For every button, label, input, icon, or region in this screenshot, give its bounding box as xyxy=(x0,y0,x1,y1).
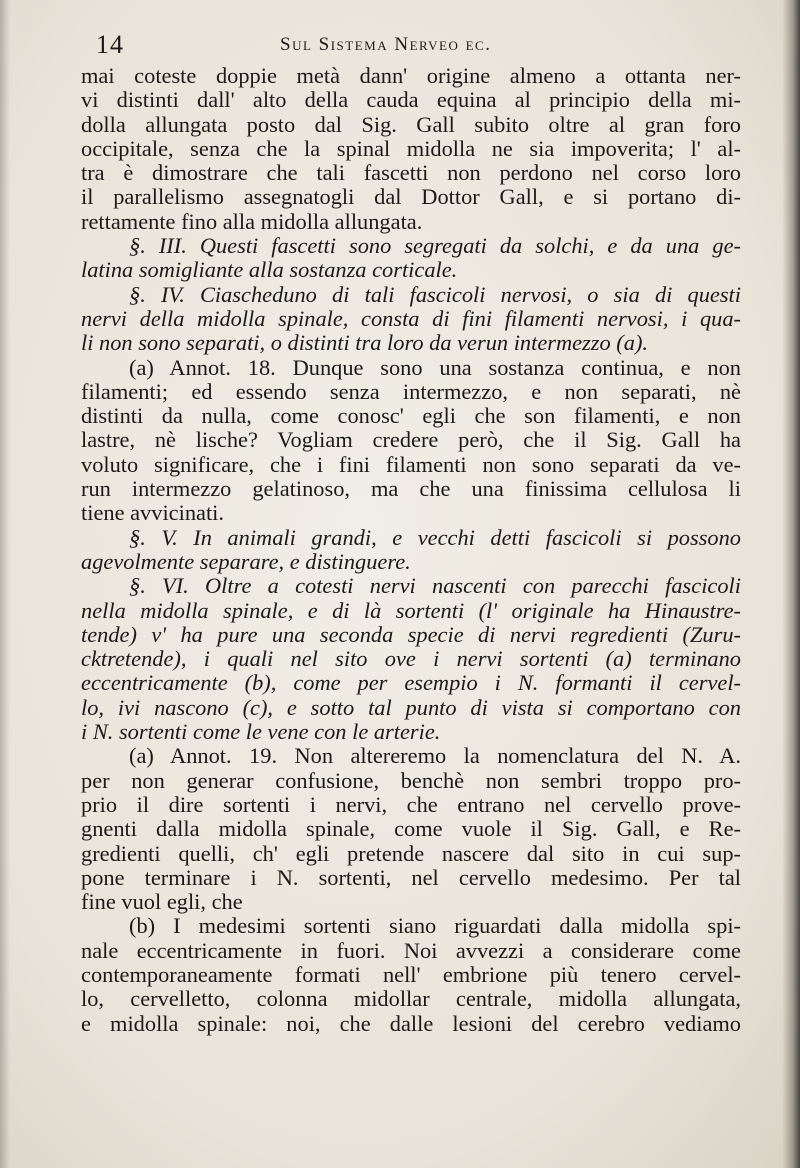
text-line: li non sono separati, o distinti tra loro da verun intermezzo (a). xyxy=(81,331,649,356)
text-line: latina somigliante alla sostanza corticale. xyxy=(81,258,458,283)
running-head xyxy=(96,30,736,64)
text-line: vi distinti dall' alto della cauda equina al principio della mi- xyxy=(81,88,741,113)
text-line: lastre, nè lische? Vogliam credere però, che il Sig. Gall ha xyxy=(81,428,741,453)
text-line: tende) v' ha pure una seconda specie di nervi regredienti (Zuru- xyxy=(81,622,741,647)
text-line: (b) I medesimi sortenti siano riguardati dalla midolla spi- xyxy=(129,914,741,939)
text-line: (a) Annot. 18. Dunque sono una sostanza continua, e non xyxy=(129,355,741,380)
text-line: nervi della midolla spinale, consta di fini filamenti nervosi, i qua- xyxy=(81,306,741,331)
text-line: §. V. In animali grandi, e vecchi detti fascicoli si possono xyxy=(129,525,741,550)
text-line: eccentricamente (b), come per esempio i N. formanti il cervel- xyxy=(81,671,741,696)
text-line: tra è dimostrare che tali fascetti non perdono nel corso loro xyxy=(81,161,741,186)
text-line: nella midolla spinale, e di là sortenti (l' originale ha Hinaustre- xyxy=(81,598,741,623)
text-line: lo, ivi nascono (c), e sotto tal punto di vista si comportano con xyxy=(81,695,741,720)
text-line: gredienti quelli, ch' egli pretende nascere dal sito in cui sup- xyxy=(81,841,741,866)
text-line: cktretende), i quali nel sito ove i nervi sortenti (a) terminano xyxy=(81,647,741,672)
text-line: pone terminare i N. sortenti, nel cervello medesimo. Per tal xyxy=(81,865,741,890)
text-line: rettamente fino alla midolla allungata. xyxy=(81,209,423,234)
text-line: agevolmente separare, e distinguere. xyxy=(81,549,411,574)
text-line: il parallelismo assegnatogli dal Dottor Gall, e si portano di- xyxy=(81,185,741,210)
text-line: contemporaneamente formati nell' embrione più tenero cervel- xyxy=(81,962,741,987)
page-shadow-left xyxy=(0,0,10,1168)
text-line: (a) Annot. 19. Non altereremo la nomenclatura del N. A. xyxy=(129,744,741,769)
text-line: tiene avvicinati. xyxy=(81,501,224,526)
text-line: voluto significare, che i fini filamenti non sono separati da ve- xyxy=(81,452,741,477)
text-line: nale eccentricamente in fuori. Noi avvezzi a considerare come xyxy=(81,938,741,963)
text-line: e midolla spinale: noi, che dalle lesioni del cerebro vediamo xyxy=(81,1011,741,1036)
text-line: §. IV. Ciascheduno di tali fascicoli nervosi, o sia di questi xyxy=(129,282,741,307)
text-line: occipitale, senza che la spinal midolla ne sia impoverita; l' al- xyxy=(81,136,741,161)
text-line: dolla allungata posto dal Sig. Gall subito oltre al gran foro xyxy=(81,112,741,137)
body-text xyxy=(81,64,741,1036)
text-line: §. III. Questi fascetti sono segregati da solchi, e da una ge- xyxy=(129,234,741,259)
text-line: distinti da nulla, come conosc' egli che son filamenti, e non xyxy=(81,404,741,429)
text-line: prio il dire sortenti i nervi, che entrano nel cervello prove- xyxy=(81,792,741,817)
page-shadow-right xyxy=(782,0,800,1168)
text-line: filamenti; ed essendo senza intermezzo, e non separati, nè xyxy=(81,379,741,404)
text-line: run intermezzo gelatinoso, ma che una finissima cellulosa li xyxy=(81,477,741,502)
text-line: i N. sortenti come le vene con le arterie. xyxy=(81,720,441,745)
text-line: mai coteste doppie metà dann' origine almeno a ottanta ner- xyxy=(81,64,741,88)
text-line: fine vuol egli, che xyxy=(81,890,243,915)
text-line: lo, cervelletto, colonna midollar centrale, midolla allungata, xyxy=(81,987,741,1012)
text-line: §. VI. Oltre a cotesti nervi nascenti con parecchi fascicoli xyxy=(129,574,741,599)
running-head-title: Sul Sistema Nerveo ec. xyxy=(280,34,492,55)
page-number: 14 xyxy=(96,30,124,59)
text-line: per non generar confusione, benchè non sembri troppo pro- xyxy=(81,768,741,793)
text-line: gnenti dalla midolla spinale, come vuole il Sig. Gall, e Re- xyxy=(81,817,741,842)
